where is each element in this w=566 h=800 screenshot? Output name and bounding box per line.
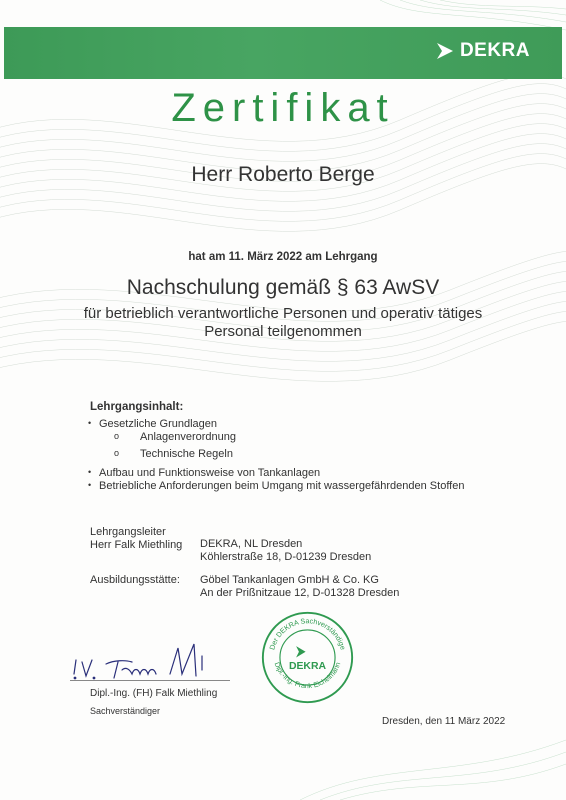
signatory-role: Sachverständiger: [90, 706, 161, 716]
course-subtitle-line-1: für betrieblich verantwortliche Personen und operativ tätiges: [83, 305, 483, 322]
venue-address: An der Prißnitzaue 12, D-01328 Dresden: [200, 587, 400, 599]
venue-block: [200, 574, 399, 600]
course-title: Nachschulung gemäß § 63 AwSV: [126, 276, 440, 299]
course-subtitle-line-2: Personal teilgenommen: [204, 323, 362, 340]
dekra-arrow-icon: [434, 40, 456, 62]
sub-list-item-label: Anlagenverordnung: [140, 431, 237, 443]
organization-name: DEKRA, NL Dresden: [200, 538, 303, 550]
organization-address: Köhlerstraße 18, D-01239 Dresden: [200, 551, 372, 563]
venue-name: Göbel Tankanlagen GmbH & Co. KG: [200, 574, 379, 586]
place-and-date: Dresden, den 11 März 2022: [382, 716, 506, 727]
logo-text: DEKRA: [459, 40, 530, 61]
content-heading: Lehrgangsinhalt:: [90, 401, 184, 413]
leader-block: [90, 526, 182, 552]
sub-list-item-label: Technische Regeln: [140, 448, 233, 460]
signature-line: [70, 680, 230, 681]
certificate-title: Zertifikat: [171, 86, 395, 130]
list-item-label: Betriebliche Anforderungen beim Umgang mit wassergefährdenden Stoffen: [99, 480, 465, 492]
dekra-stamp: [260, 610, 355, 705]
list-item-label: Gesetzliche Grundlagen: [99, 418, 218, 430]
stamp-top-text: Der DEKRA Sachverständige: [268, 617, 347, 651]
leader-label: Lehrgangsleiter: [90, 526, 166, 538]
list-item-label: Aufbau und Funktionsweise von Tankanlagen: [99, 467, 321, 479]
bullet: •: [88, 467, 92, 477]
signatory-name: Dipl.-Ing. (FH) Falk Miethling: [90, 688, 218, 699]
dekra-logo: [434, 38, 530, 64]
stamp-logo-text: DEKRA: [288, 660, 327, 672]
venue-label: Ausbildungsstätte:: [90, 574, 180, 586]
sub-bullet: o: [114, 431, 120, 441]
stamp-arrow-icon: [296, 646, 306, 657]
organization-block: [200, 538, 371, 564]
recipient-name: Herr Roberto Berge: [191, 163, 375, 186]
sub-bullet: o: [114, 448, 120, 458]
course-date-line: hat am 11. März 2022 am Lehrgang: [188, 251, 378, 263]
bullet: •: [88, 418, 92, 428]
course-subtitle: [0, 305, 566, 341]
stamp-bottom-text: Dipl.-Ing. Frank Eichelmann: [272, 661, 343, 691]
leader-name: Herr Falk Miethling: [90, 539, 183, 551]
bullet: •: [88, 480, 92, 490]
handwritten-signature: [70, 640, 240, 682]
